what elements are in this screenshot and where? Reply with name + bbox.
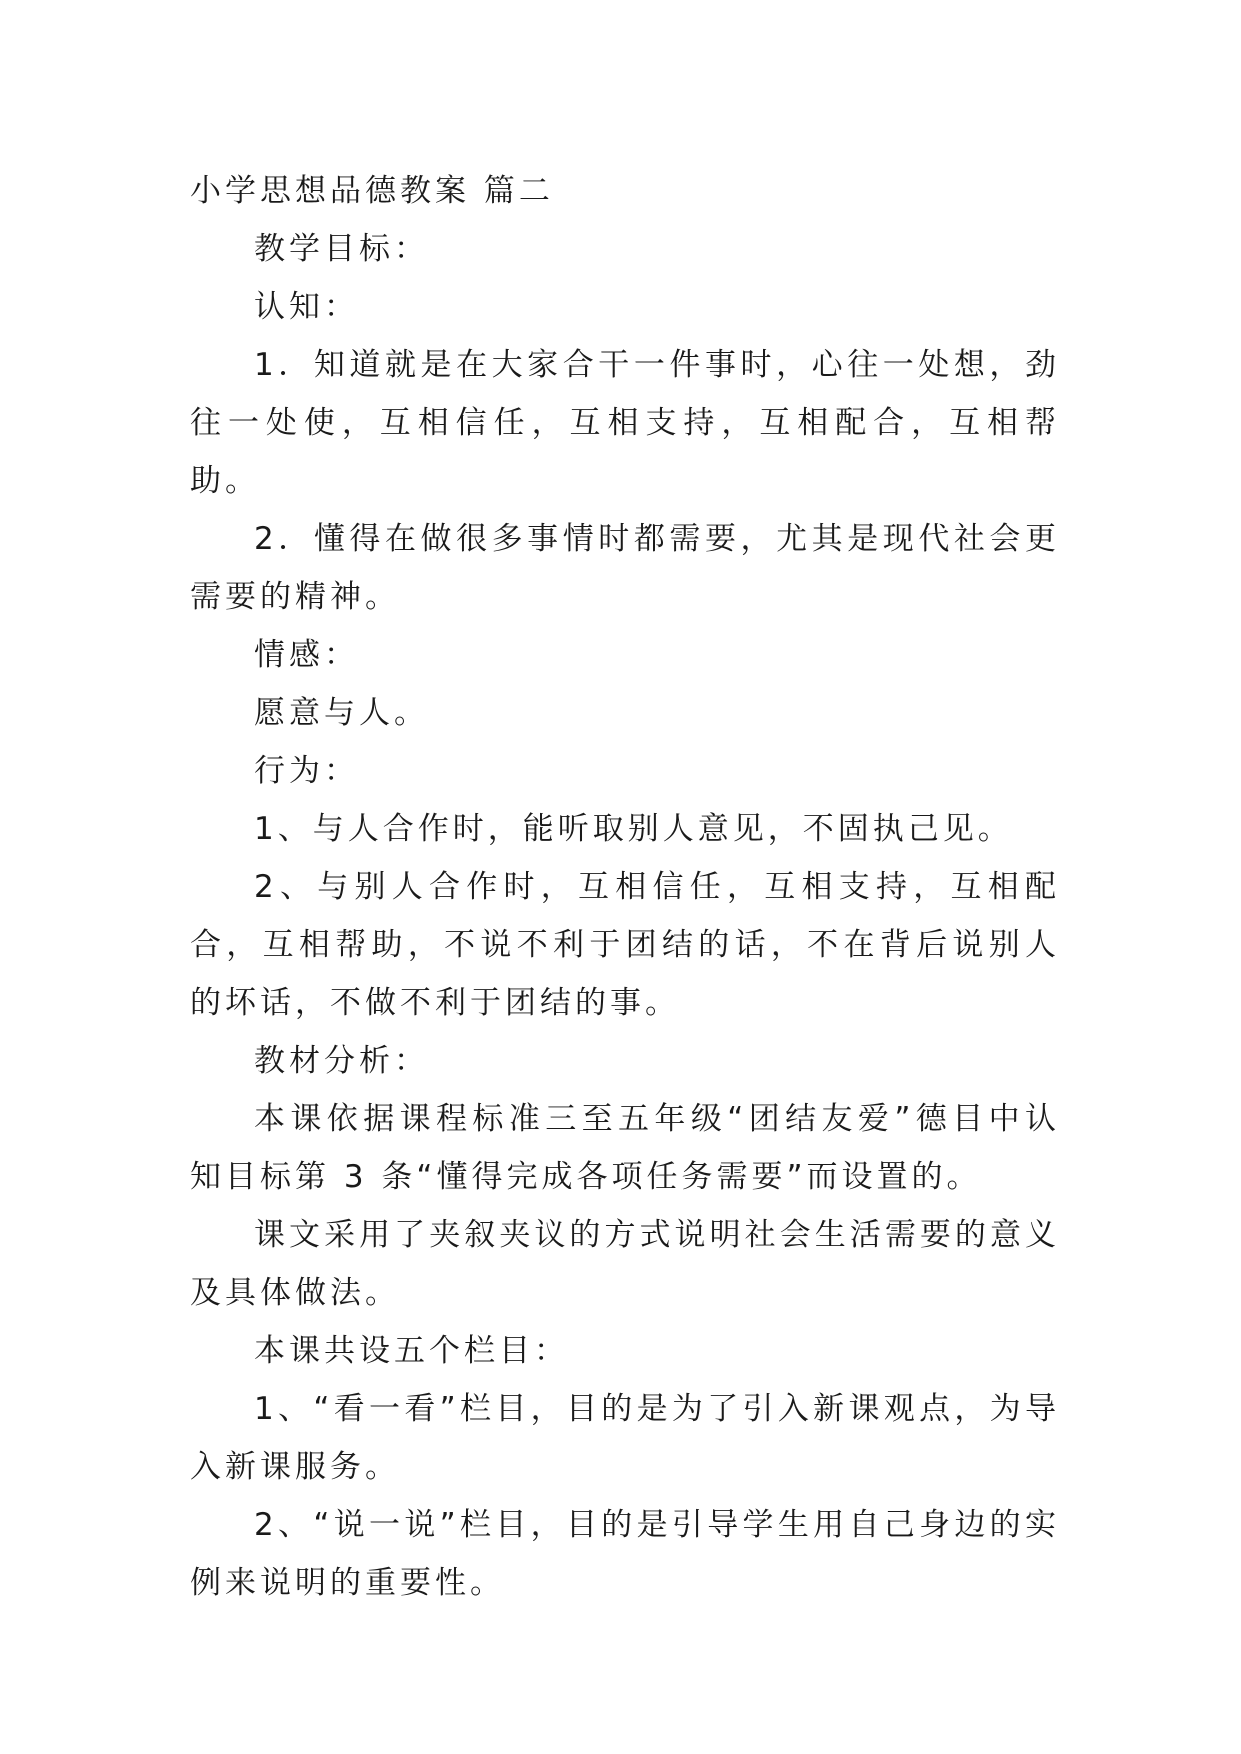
paragraph: 愿意与人。 [254,695,429,731]
paragraph: 1、“看一看”栏目，目的是为了引入新课观点，为导入新课服务。 [190,1391,1060,1485]
paragraph: 教材分析： [254,1043,429,1079]
paragraph: 本课依据课程标准三至五年级“团结友爱”德目中认知目标第 3 条“懂得完成各项任务需要”而设置的。 [190,1101,1060,1195]
document-body [190,162,1060,1612]
paragraph: 1、与人合作时，能听取别人意见，不固执己见。 [254,811,1013,847]
paragraph: 本课共设五个栏目： [254,1333,569,1369]
paragraph: 教学目标： [254,231,429,267]
paragraph: 课文采用了夹叙夹议的方式说明社会生活需要的意义及具体做法。 [190,1217,1060,1311]
paragraph: 情感： [254,637,359,673]
document-title: 小学思想品德教案 篇二 [190,173,554,209]
paragraph: 认知： [254,289,359,325]
paragraph: 2．懂得在做很多事情时都需要，尤其是现代社会更需要的精神。 [190,521,1060,615]
paragraph: 2、与别人合作时，互相信任，互相支持，互相配合，互相帮助，不说不利于团结的话，不在背后说别人的坏话，不做不利于团结的事。 [190,869,1060,1021]
paragraph: 1．知道就是在大家合干一件事时，心往一处想，劲往一处使，互相信任，互相支持，互相配合，互相帮助。 [190,347,1060,499]
paragraph: 2、“说一说”栏目，目的是引导学生用自己身边的实例来说明的重要性。 [190,1507,1060,1601]
paragraph: 行为： [254,753,359,789]
